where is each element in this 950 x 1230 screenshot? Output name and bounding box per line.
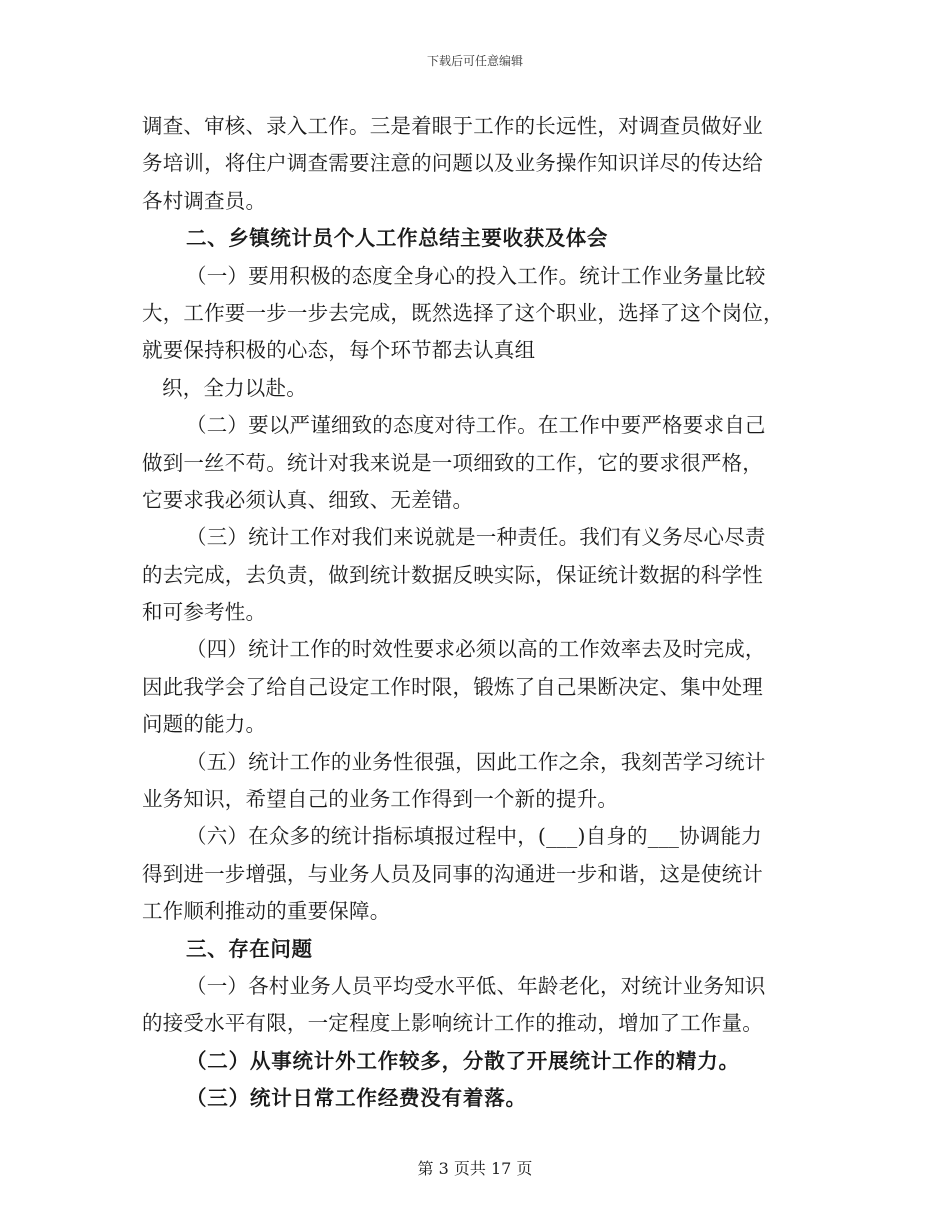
paragraph-line: （四）统计工作的时效性要求必须以高的工作效率去及时完成，: [186, 637, 766, 662]
paragraph-line: （二）要以严谨细致的态度对待工作。在工作中要严格要求自己: [186, 413, 766, 438]
section-heading-2: 二、乡镇统计员个人工作总结主要收获及体会: [186, 226, 608, 251]
section-heading-3: 三、存在问题: [186, 936, 313, 961]
body-line: 业务知识，希望自己的业务工作得到一个新的提升。: [142, 787, 619, 812]
page-footer: 第 3 页共 17 页: [417, 1159, 533, 1178]
paragraph-line: （六）在众多的统计指标填报过程中，(___)自身的___协调能力: [186, 824, 762, 849]
bold-paragraph-line: （三）统计日常工作经费没有着落。: [186, 1086, 527, 1111]
body-line: 得到进一步增强，与业务人员及同事的沟通进一步和谐，这是使统计: [142, 861, 763, 886]
body-line: 调查、审核、录入工作。三是着眼于工作的长远性，对调查员做好业: [142, 114, 763, 138]
bold-paragraph-line: （二）从事统计外工作较多，分散了开展统计工作的精力。: [186, 1048, 740, 1073]
paragraph-line: （五）统计工作的业务性很强，因此工作之余，我刻苦学习统计: [186, 749, 766, 774]
body-line: 织，全力以赴。: [162, 375, 307, 400]
document-body: [142, 108, 812, 1118]
body-line: 的接受水平有限，一定程度上影响统计工作的推动，增加了工作量。: [142, 1011, 763, 1036]
paragraph-line: （一）各村业务人员平均受水平低、年龄老化，对统计业务知识: [186, 973, 766, 998]
body-line: 问题的能力。: [142, 712, 267, 737]
body-line: 和可参考性。: [142, 600, 267, 625]
body-line: 各村调查员。: [142, 188, 267, 213]
body-line: 就要保持积极的心态，每个环节都去认真组: [142, 338, 536, 363]
paragraph-line: （一）要用积极的态度全身心的投入工作。统计工作业务量比较: [186, 263, 766, 288]
paragraph-line: （三）统计工作对我们来说就是一种责任。我们有义务尽心尽责: [186, 525, 766, 550]
body-line: 的去完成，去负责，做到统计数据反映实际，保证统计数据的科学性: [142, 562, 763, 587]
body-line: 大，工作要一步一步去完成，既然选择了这个职业，选择了这个岗位，: [142, 300, 784, 325]
body-line: 它要求我必须认真、细致、无差错。: [142, 487, 474, 512]
body-line: 做到一丝不苟。统计对我来说是一项细致的工作，它的要求很严格，: [142, 450, 763, 475]
body-line: 务培训，将住户调查需要注意的问题以及业务操作知识详尽的传达给: [142, 151, 763, 176]
header-note: 下载后可任意编辑: [426, 54, 523, 68]
body-line: 工作顺利推动的重要保障。: [142, 899, 391, 924]
body-line: 因此我学会了给自己设定工作时限，锻炼了自己果断决定、集中处理: [142, 674, 763, 699]
